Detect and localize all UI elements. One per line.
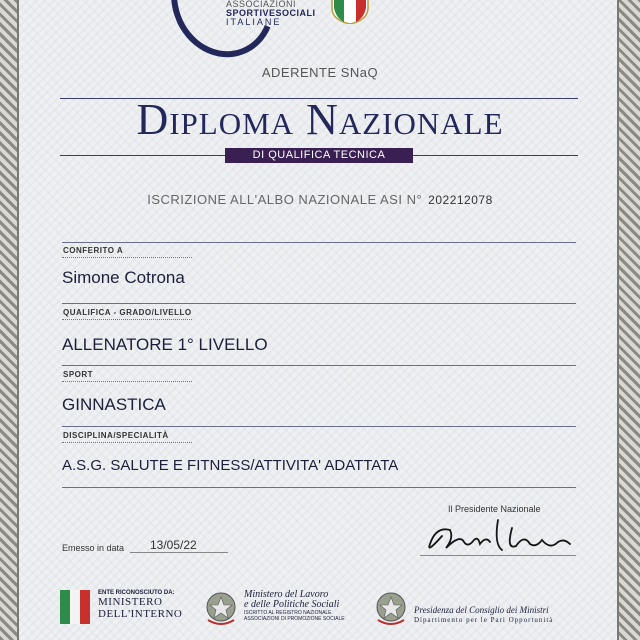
asi-logo-line-3: ITALIANE	[226, 17, 282, 27]
field-separator	[62, 303, 576, 304]
presidenza-block	[414, 605, 553, 625]
ministero-lavoro-line-4: ASSOCIAZIONI DI PROMOZIONE SOCIALE	[244, 616, 345, 622]
registration-line	[0, 192, 640, 207]
republic-emblem-icon	[374, 590, 408, 628]
conferito-label: CONFERITO A	[63, 246, 124, 255]
emesso-date: 13/05/22	[150, 538, 197, 552]
qualifica-value: ALLENATORE 1° LIVELLO	[62, 335, 268, 354]
asi-logo-line-1: ASSOCIAZIONI	[226, 0, 297, 9]
ministero-line-2: DELL'INTERNO	[98, 608, 183, 620]
disciplina-value: A.S.G. SALUTE E FITNESS/ATTIVITA' ADATTATA	[62, 457, 399, 474]
registration-number: 202212078	[428, 193, 493, 207]
ministero-lavoro-line-3: ISCRITTO AL REGISTRO NAZIONALE	[244, 610, 332, 616]
italian-flag-icon	[60, 590, 90, 624]
president-signature	[420, 514, 580, 558]
sport-label: SPORT	[63, 370, 94, 379]
qualifica-label: QUALIFICA - GRADO/LIVELLO	[63, 308, 192, 317]
subtitle-badge: DI QUALIFICA TECNICA	[225, 148, 413, 163]
asi-logo-text	[226, 0, 316, 27]
republic-emblem-icon	[204, 590, 238, 628]
asi-logo-line-2: SPORTIVESOCIALI	[226, 8, 316, 18]
ente-riconosciuto-text: ENTE RICONOSCIUTO DA:	[98, 590, 175, 596]
field-separator	[62, 242, 576, 243]
ministero-lavoro-line-2: e delle Politiche Sociali	[244, 599, 340, 610]
label-underline	[62, 257, 192, 258]
aderente-text: ADERENTE SNaQ	[261, 65, 379, 80]
field-separator	[62, 487, 576, 488]
recipient-name: Simone Cotrona	[62, 268, 185, 287]
emesso-label: Emesso in data	[62, 543, 125, 553]
signature-line	[420, 555, 576, 556]
label-underline	[62, 319, 192, 320]
date-line	[130, 552, 228, 553]
presidenza-line-2: Dipartimento per le Pari Opportunità	[414, 616, 554, 624]
diploma-title: Diploma Nazionale	[136, 95, 504, 144]
presidente-label: Il Presidente Nazionale	[448, 504, 541, 514]
ministero-lavoro-block	[244, 590, 345, 622]
field-separator	[62, 426, 576, 427]
disciplina-label: DISCIPLINA/SPECIALITÀ	[63, 431, 169, 440]
label-underline	[62, 381, 192, 382]
sport-value: GINNASTICA	[62, 395, 166, 414]
label-underline	[62, 442, 192, 443]
ministero-lavoro-line-1: Ministero del Lavoro	[244, 589, 329, 600]
ministero-line-1: MINISTERO	[98, 596, 163, 608]
presidenza-line-1: Presidenza del Consiglio dei Ministri	[414, 605, 549, 615]
registration-label: ISCRIZIONE ALL'ALBO NAZIONALE ASI N°	[147, 192, 423, 207]
italy-shield-icon	[328, 0, 372, 24]
field-separator	[62, 365, 576, 366]
ministero-interno-block	[98, 590, 182, 620]
